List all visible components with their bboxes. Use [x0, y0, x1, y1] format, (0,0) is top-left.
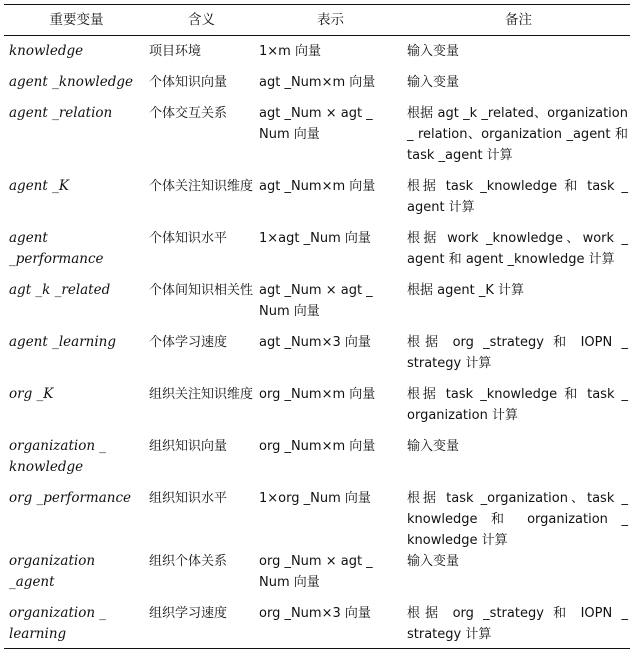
note-cell: 输入变量	[407, 439, 460, 454]
note-cell: 输入变量	[407, 75, 460, 90]
variable-cell: agent _learning	[9, 334, 116, 350]
representation-cell: 1×org _Num 向量	[259, 491, 371, 506]
meaning-cell: 个体关注知识维度	[149, 179, 254, 194]
representation-cell: agt _Num×m 向量	[259, 75, 376, 90]
note-cell: 根据 org _strategy 和 IOPN _ strategy 计算	[407, 606, 628, 642]
note-cell: 输入变量	[407, 44, 460, 59]
meaning-cell: 组织知识向量	[149, 439, 228, 454]
note-cell: 根据 task _knowledge 和 task _ agent 计算	[407, 179, 628, 215]
table-row	[4, 431, 630, 483]
table-bottom-rule	[4, 648, 630, 649]
table-row	[4, 171, 630, 223]
note-cell: 根据 work _knowledge、work _ agent 和 agent _knowledge 计算	[407, 231, 628, 267]
representation-cell: agt _Num × agt _ Num 向量	[259, 106, 373, 142]
variable-cell: agent _relation	[9, 105, 113, 121]
representation-cell: agt _Num×m 向量	[259, 179, 376, 194]
representation-cell: agt _Num × agt _ Num 向量	[259, 283, 373, 319]
meaning-cell: 项目环境	[149, 44, 202, 59]
note-cell: 根据 task _knowledge 和 task _ organization 计算	[407, 387, 628, 423]
meaning-cell: 组织关注知识维度	[149, 387, 254, 402]
table-row	[4, 546, 630, 598]
representation-cell: org _Num × agt _ Num 向量	[259, 554, 373, 590]
table-row	[4, 67, 630, 98]
meaning-cell: 组织个体关系	[149, 554, 228, 569]
meaning-cell: 组织知识水平	[149, 491, 228, 506]
representation-cell: org _Num×3 向量	[259, 606, 371, 621]
meaning-cell: 组织学习速度	[149, 606, 228, 621]
variable-cell: org _K	[9, 386, 54, 402]
table-row	[4, 327, 630, 379]
representation-cell: agt _Num×3 向量	[259, 335, 371, 350]
note-cell: 输入变量	[407, 554, 460, 569]
table-row	[4, 223, 630, 275]
variable-cell: knowledge	[9, 43, 84, 59]
note-cell: 根据 agent _K 计算	[407, 283, 524, 298]
header-note: 备注	[505, 12, 532, 28]
variable-cell: organization _agent	[9, 553, 96, 590]
table-row	[4, 98, 630, 171]
representation-cell: org _Num×m 向量	[259, 439, 376, 454]
representation-cell: 1×agt _Num 向量	[259, 231, 371, 246]
table-body	[4, 36, 630, 648]
table-row	[4, 598, 630, 648]
header-meaning: 含义	[188, 12, 215, 28]
representation-cell: org _Num×m 向量	[259, 387, 376, 402]
variable-cell: organization _ knowledge	[9, 438, 107, 475]
table-row	[4, 483, 630, 546]
variable-cell: agt _k _related	[9, 282, 111, 298]
meaning-cell: 个体学习速度	[149, 335, 228, 350]
table-row	[4, 275, 630, 327]
variable-table	[4, 4, 630, 649]
note-cell: 根据 agt _k _related、organization _ relation、organization _agent 和 task _agent 计算	[407, 106, 628, 163]
meaning-cell: 个体知识水平	[149, 231, 228, 246]
variable-cell: organization _ learning	[9, 605, 107, 642]
note-cell: 根据 task _organization、task _ knowledge 和 organization _ knowledge 计算	[407, 491, 628, 548]
table-row	[4, 36, 630, 67]
meaning-cell: 个体知识向量	[149, 75, 228, 90]
representation-cell: 1×m 向量	[259, 44, 321, 59]
header-representation: 表示	[317, 12, 344, 28]
variable-cell: org _performance	[9, 490, 132, 506]
note-cell: 根据 org _strategy 和 IOPN _ strategy 计算	[407, 335, 628, 371]
variable-cell: agent _knowledge	[9, 74, 133, 90]
table-header	[4, 5, 630, 35]
table-row	[4, 379, 630, 431]
variable-cell: agent _performance	[9, 230, 104, 267]
header-variable: 重要变量	[49, 12, 104, 28]
variable-cell: agent _K	[9, 178, 69, 194]
meaning-cell: 个体交互关系	[149, 106, 228, 121]
meaning-cell: 个体间知识相关性	[149, 283, 254, 298]
